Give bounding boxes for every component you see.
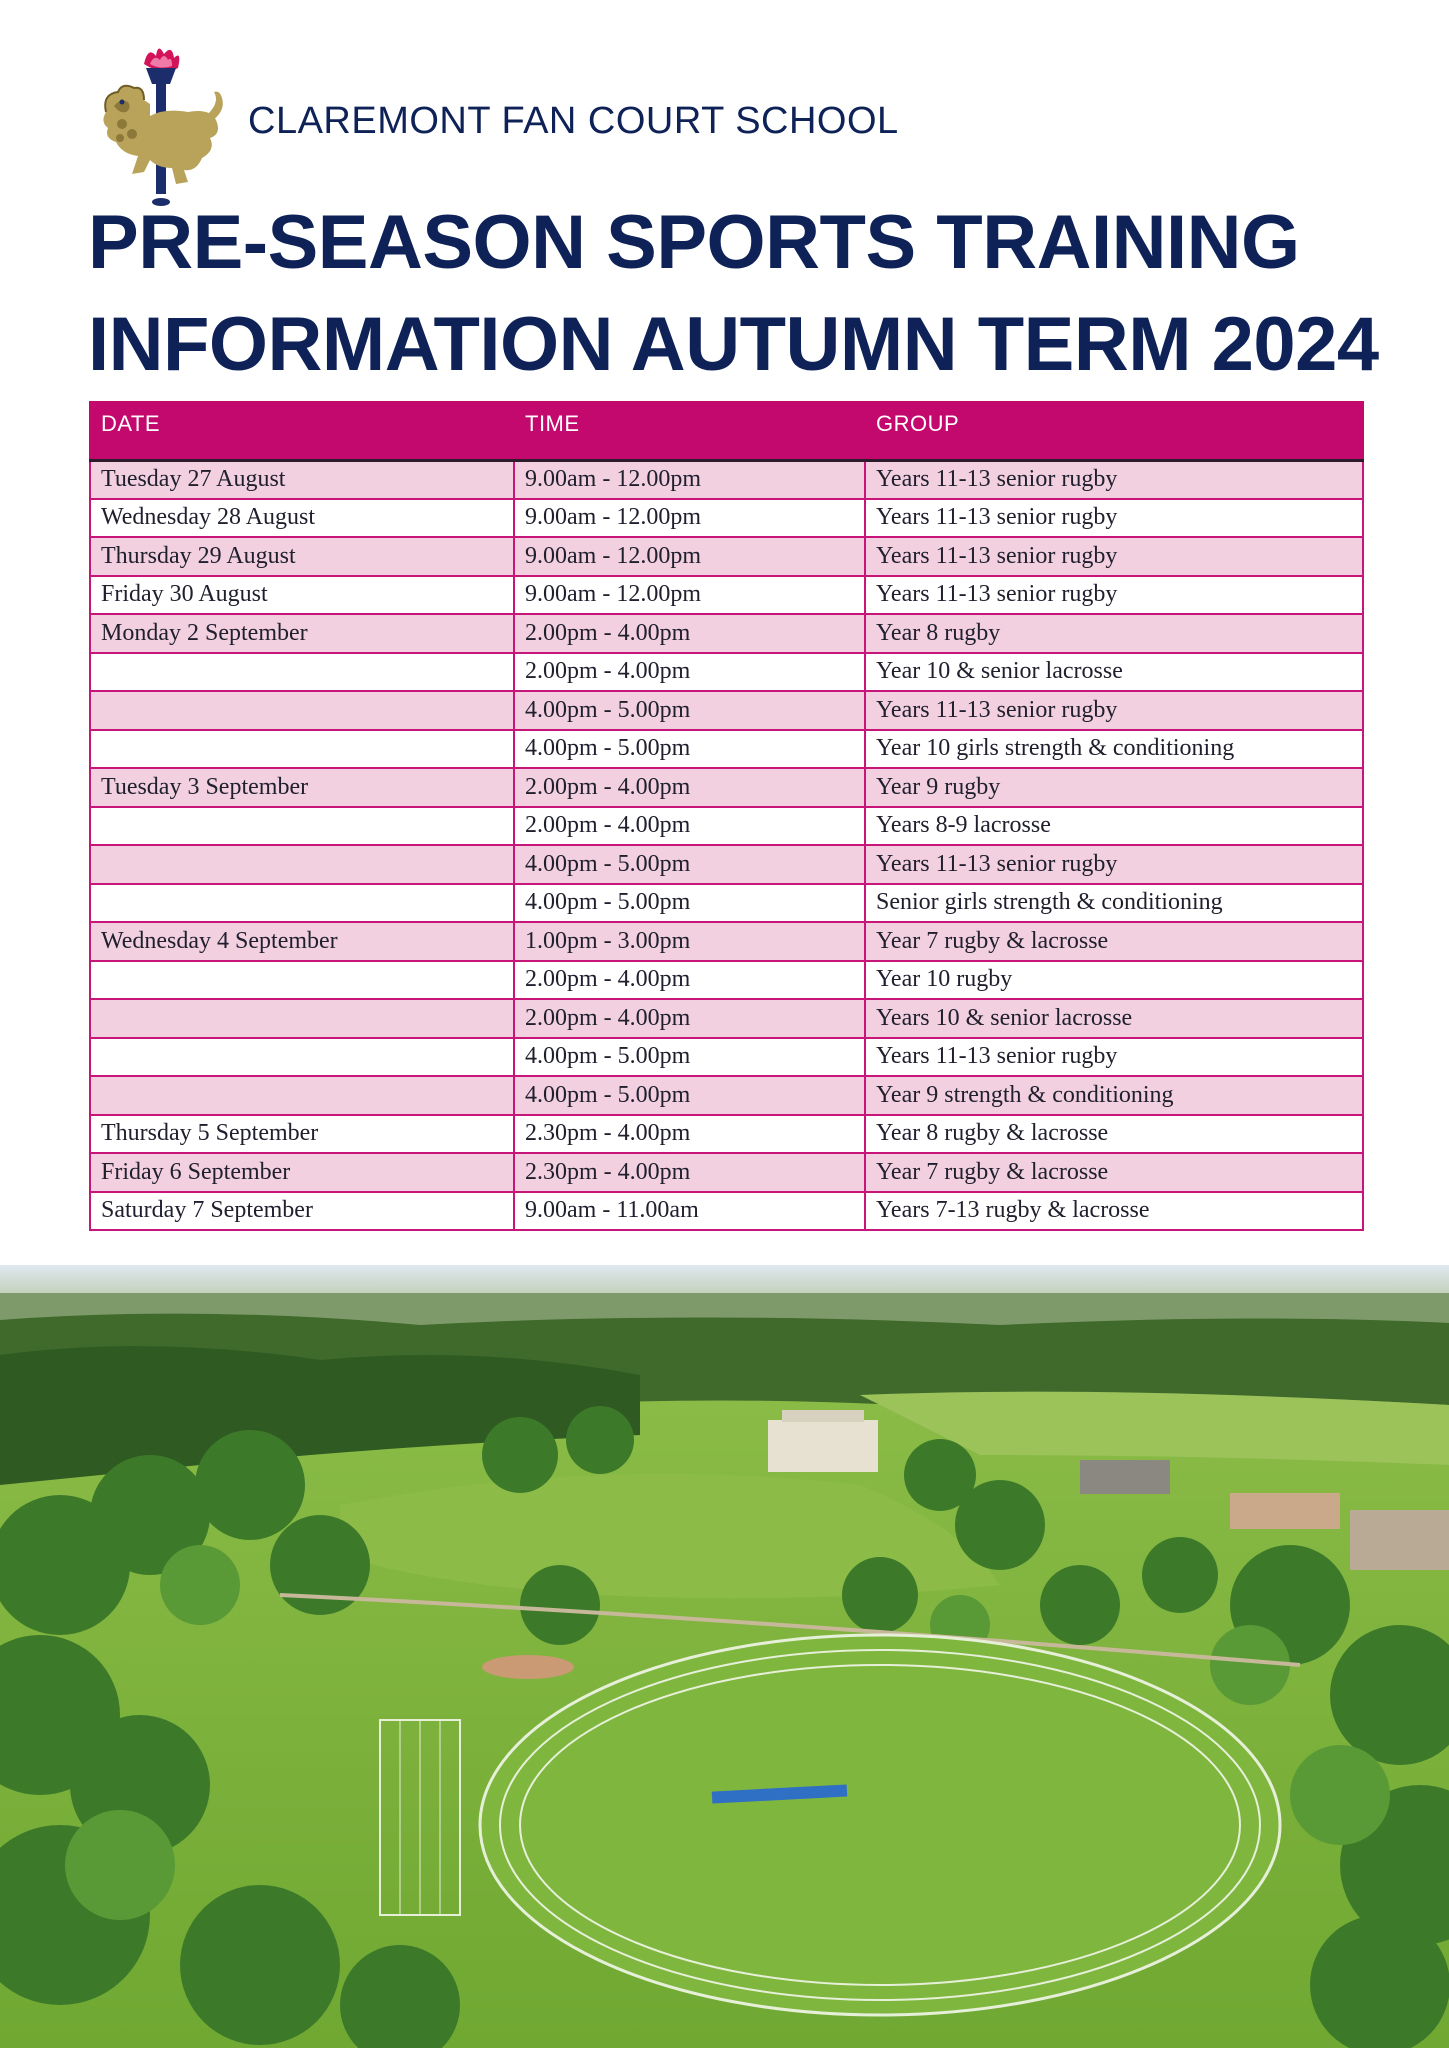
cell-date [90,807,514,846]
cell-date [90,961,514,1000]
cell-group: Years 11-13 senior rugby [865,537,1363,576]
cell-group: Year 7 rugby & lacrosse [865,1153,1363,1192]
table-row [90,807,1363,846]
cell-group: Years 7-13 rugby & lacrosse [865,1192,1363,1231]
table-row [90,845,1363,884]
cell-group: Year 8 rugby & lacrosse [865,1115,1363,1154]
table-row [90,691,1363,730]
cell-group: Years 11-13 senior rugby [865,691,1363,730]
cell-date [90,691,514,730]
cell-date [90,884,514,923]
table-row [90,576,1363,615]
cell-date: Monday 2 September [90,614,514,653]
cell-date [90,999,514,1038]
training-schedule-table [89,401,1364,1231]
cell-time: 1.00pm - 3.00pm [514,922,865,961]
table-row [90,922,1363,961]
cell-time: 9.00am - 12.00pm [514,576,865,615]
table-row [90,768,1363,807]
table-row [90,1153,1363,1192]
cell-group: Year 7 rugby & lacrosse [865,922,1363,961]
column-header-date: DATE [90,401,514,460]
school-header [92,42,899,207]
cell-time: 4.00pm - 5.00pm [514,730,865,769]
table-row [90,730,1363,769]
cell-group: Years 8-9 lacrosse [865,807,1363,846]
column-header-group: GROUP [865,401,1363,460]
cell-time: 4.00pm - 5.00pm [514,845,865,884]
cell-group: Years 11-13 senior rugby [865,460,1363,499]
table-row [90,884,1363,923]
table-row [90,614,1363,653]
cell-date: Thursday 29 August [90,537,514,576]
cell-date: Friday 30 August [90,576,514,615]
cell-group: Years 11-13 senior rugby [865,499,1363,538]
cell-date: Wednesday 28 August [90,499,514,538]
cell-time: 2.00pm - 4.00pm [514,768,865,807]
cell-date [90,845,514,884]
aerial-campus-photo [0,1265,1449,2048]
table-row [90,537,1363,576]
cell-date [90,653,514,692]
cell-date: Saturday 7 September [90,1192,514,1231]
table-row [90,1192,1363,1231]
cell-group: Years 11-13 senior rugby [865,1038,1363,1077]
cell-time: 2.00pm - 4.00pm [514,961,865,1000]
table-row [90,1076,1363,1115]
cell-date: Thursday 5 September [90,1115,514,1154]
table-row [90,460,1363,499]
cell-time: 2.30pm - 4.00pm [514,1153,865,1192]
cell-date: Friday 6 September [90,1153,514,1192]
cell-time: 2.00pm - 4.00pm [514,807,865,846]
table-row [90,1115,1363,1154]
page-title [88,192,1388,396]
cell-group: Senior girls strength & conditioning [865,884,1363,923]
cell-time: 9.00am - 12.00pm [514,499,865,538]
cell-group: Years 11-13 senior rugby [865,576,1363,615]
cell-group: Year 10 & senior lacrosse [865,653,1363,692]
cell-date [90,730,514,769]
table-row [90,961,1363,1000]
column-header-time: TIME [514,401,865,460]
table-row [90,999,1363,1038]
cell-time: 4.00pm - 5.00pm [514,691,865,730]
cell-time: 9.00am - 12.00pm [514,537,865,576]
cell-group: Year 9 rugby [865,768,1363,807]
cell-time: 9.00am - 12.00pm [514,460,865,499]
title-line-2: INFORMATION AUTUMN TERM 2024 [88,302,1379,387]
cell-time: 2.00pm - 4.00pm [514,614,865,653]
cell-time: 4.00pm - 5.00pm [514,884,865,923]
cell-date: Tuesday 3 September [90,768,514,807]
cell-time: 4.00pm - 5.00pm [514,1038,865,1077]
table-row [90,499,1363,538]
table-header-row [90,401,1363,460]
cell-time: 2.00pm - 4.00pm [514,653,865,692]
cell-time: 9.00am - 11.00am [514,1192,865,1231]
cell-date: Wednesday 4 September [90,922,514,961]
school-name: CLAREMONT FAN COURT SCHOOL [248,100,899,142]
cell-date [90,1076,514,1115]
cell-group: Year 8 rugby [865,614,1363,653]
cell-date [90,1038,514,1077]
table-row [90,1038,1363,1077]
cell-date: Tuesday 27 August [90,460,514,499]
cell-group: Year 9 strength & conditioning [865,1076,1363,1115]
cell-group: Years 11-13 senior rugby [865,845,1363,884]
cell-time: 2.30pm - 4.00pm [514,1115,865,1154]
cell-group: Year 10 girls strength & conditioning [865,730,1363,769]
cell-time: 4.00pm - 5.00pm [514,1076,865,1115]
cell-group: Years 10 & senior lacrosse [865,999,1363,1038]
cell-time: 2.00pm - 4.00pm [514,999,865,1038]
title-line-1: PRE-SEASON SPORTS TRAINING [88,200,1300,285]
table-row [90,653,1363,692]
lion-torch-crest-icon [92,42,228,207]
cell-group: Year 10 rugby [865,961,1363,1000]
